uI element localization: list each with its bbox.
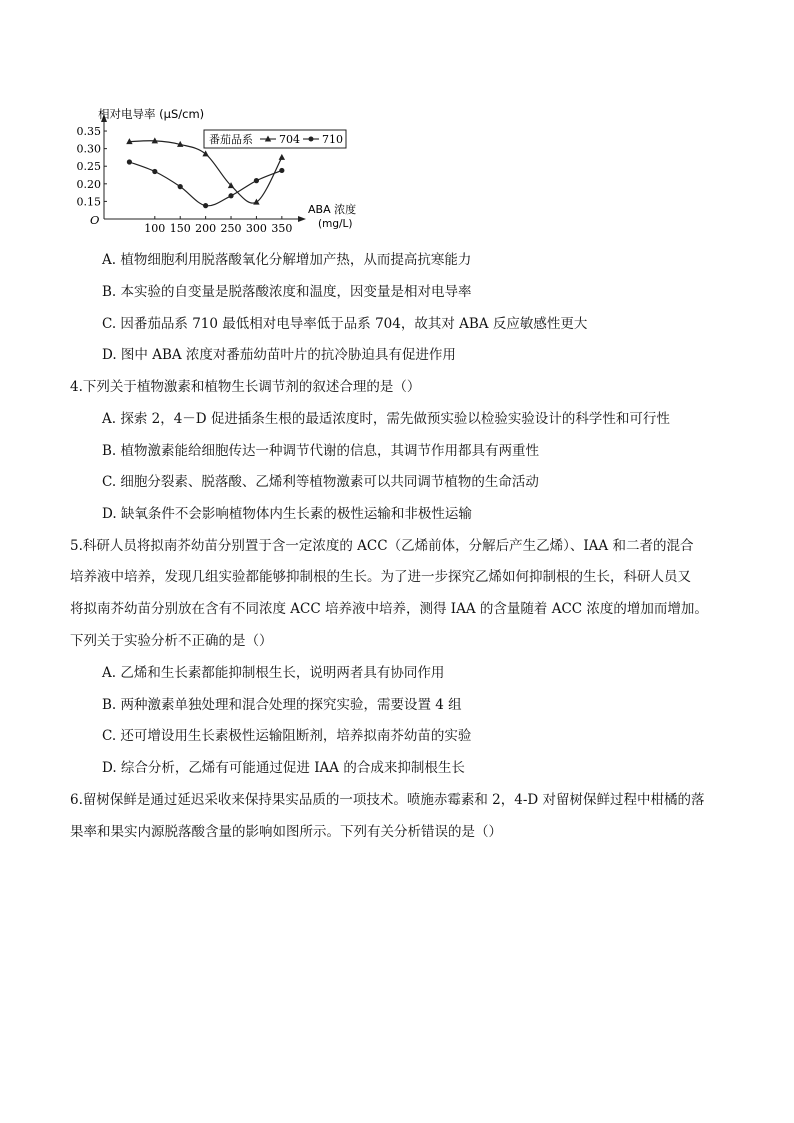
q4-option-a: A. 探索 2，4－D 促进插条生根的最适浓度时，需先做预实验以检验实验设计的科学性和可行性 <box>102 411 670 427</box>
series-point-710 <box>228 193 233 198</box>
series-point-710 <box>178 184 183 189</box>
x-tick-label: 350 <box>271 222 293 235</box>
y-tick-label: 0.15 <box>76 195 101 209</box>
x-axis-arrow <box>298 216 306 222</box>
q5-stem-line-3: 将拟南芥幼苗分别放在含有不同浓度 ACC 培养液中培养，测得 IAA 的含量随着 ACC 浓度的增加而增加。 <box>70 601 708 617</box>
series-point-710 <box>203 203 208 208</box>
x-tick-label: 200 <box>195 222 217 235</box>
legend-label-710: 710 <box>322 133 343 146</box>
series-point-710 <box>279 168 284 173</box>
q4-option-d: D. 缺氧条件不会影响植物体内生长素的极性运输和非极性运输 <box>102 506 472 522</box>
q5-stem-line-4: 下列关于实验分析不正确的是（） <box>70 633 273 649</box>
y-tick-label: 0.35 <box>76 125 101 139</box>
q6-stem-line-1: 6.留树保鲜是通过延迟采收来保持果实品质的一项技术。喷施赤霉素和 2，4-D 对留树保鲜过程中柑橘的落 <box>70 792 705 808</box>
series-point-704 <box>202 150 208 156</box>
y-tick-label: 0.20 <box>76 177 101 191</box>
x-tick-label: 250 <box>220 222 242 235</box>
q3-option-d: D. 图中 ABA 浓度对番茄幼苗叶片的抗冷胁迫具有促进作用 <box>102 347 456 363</box>
q4-option-c: C. 细胞分裂素、脱落酸、乙烯利等植物激素可以共同调节植物的生命活动 <box>102 474 539 490</box>
q5-option-b: B. 两种激素单独处理和混合处理的探究实验，需要设置 4 组 <box>102 697 462 713</box>
series-point-710 <box>127 159 132 164</box>
q5-option-a: A. 乙烯和生长素都能抑制根生长，说明两者具有协同作用 <box>102 665 445 681</box>
x-tick-label: 100 <box>144 222 166 235</box>
q5-stem-line-1: 5.科研人员将拟南芥幼苗分别置于含一定浓度的 ACC（乙烯前体，分解后产生乙烯）、IAA 和二者的混合 <box>70 538 694 554</box>
series-point-710 <box>152 169 157 174</box>
legend-title: 番茄品系 <box>209 133 253 146</box>
q4-stem: 4.下列关于植物激素和植物生长调节剂的叙述合理的是（） <box>70 379 421 395</box>
q3-option-b: B. 本实验的自变量是脱落酸浓度和温度，因变量是相对电导率 <box>102 284 472 300</box>
conductivity-chart <box>70 100 370 235</box>
legend-marker-710 <box>309 137 314 142</box>
q3-option-c: C. 因番茄品系 710 最低相对电导率低于品系 704，故其对 ABA 反应敏感性更大 <box>102 316 588 332</box>
q6-stem-line-2: 果率和果实内源脱落酸含量的影响如图所示。下列有关分析错误的是（） <box>70 824 502 840</box>
q5-option-d: D. 综合分析，乙烯有可能通过促进 IAA 的合成来抑制根生长 <box>102 760 465 776</box>
q5-option-c: C. 还可增设用生长素极性运输阻断剂，培养拟南芥幼苗的实验 <box>102 728 472 744</box>
y-axis-label: 相对电导率 (μS/cm) <box>98 107 205 121</box>
x-tick-label: 150 <box>169 222 191 235</box>
x-axis-unit: (mg/L) <box>318 218 353 230</box>
x-tick-label: 300 <box>245 222 267 235</box>
legend-label-704: 704 <box>279 133 300 146</box>
chart-legend <box>204 130 346 148</box>
series-point-710 <box>254 178 259 183</box>
axis-origin: O <box>90 213 100 227</box>
y-tick-label: 0.25 <box>76 160 101 174</box>
series-point-704 <box>279 154 285 160</box>
y-tick-label: 0.30 <box>76 142 101 156</box>
x-axis-label: ABA 浓度 <box>308 203 357 216</box>
q3-option-a: A. 植物细胞利用脱落酸氧化分解增加产热，从而提高抗寒能力 <box>102 252 472 268</box>
q5-stem-line-2: 培养液中培养，发现几组实验都能够抑制根的生长。为了进一步探究乙烯如何抑制根的生长，科研人员又 <box>70 569 691 585</box>
q4-option-b: B. 植物激素能给细胞传达一种调节代谢的信息，其调节作用都具有两重性 <box>102 443 540 459</box>
